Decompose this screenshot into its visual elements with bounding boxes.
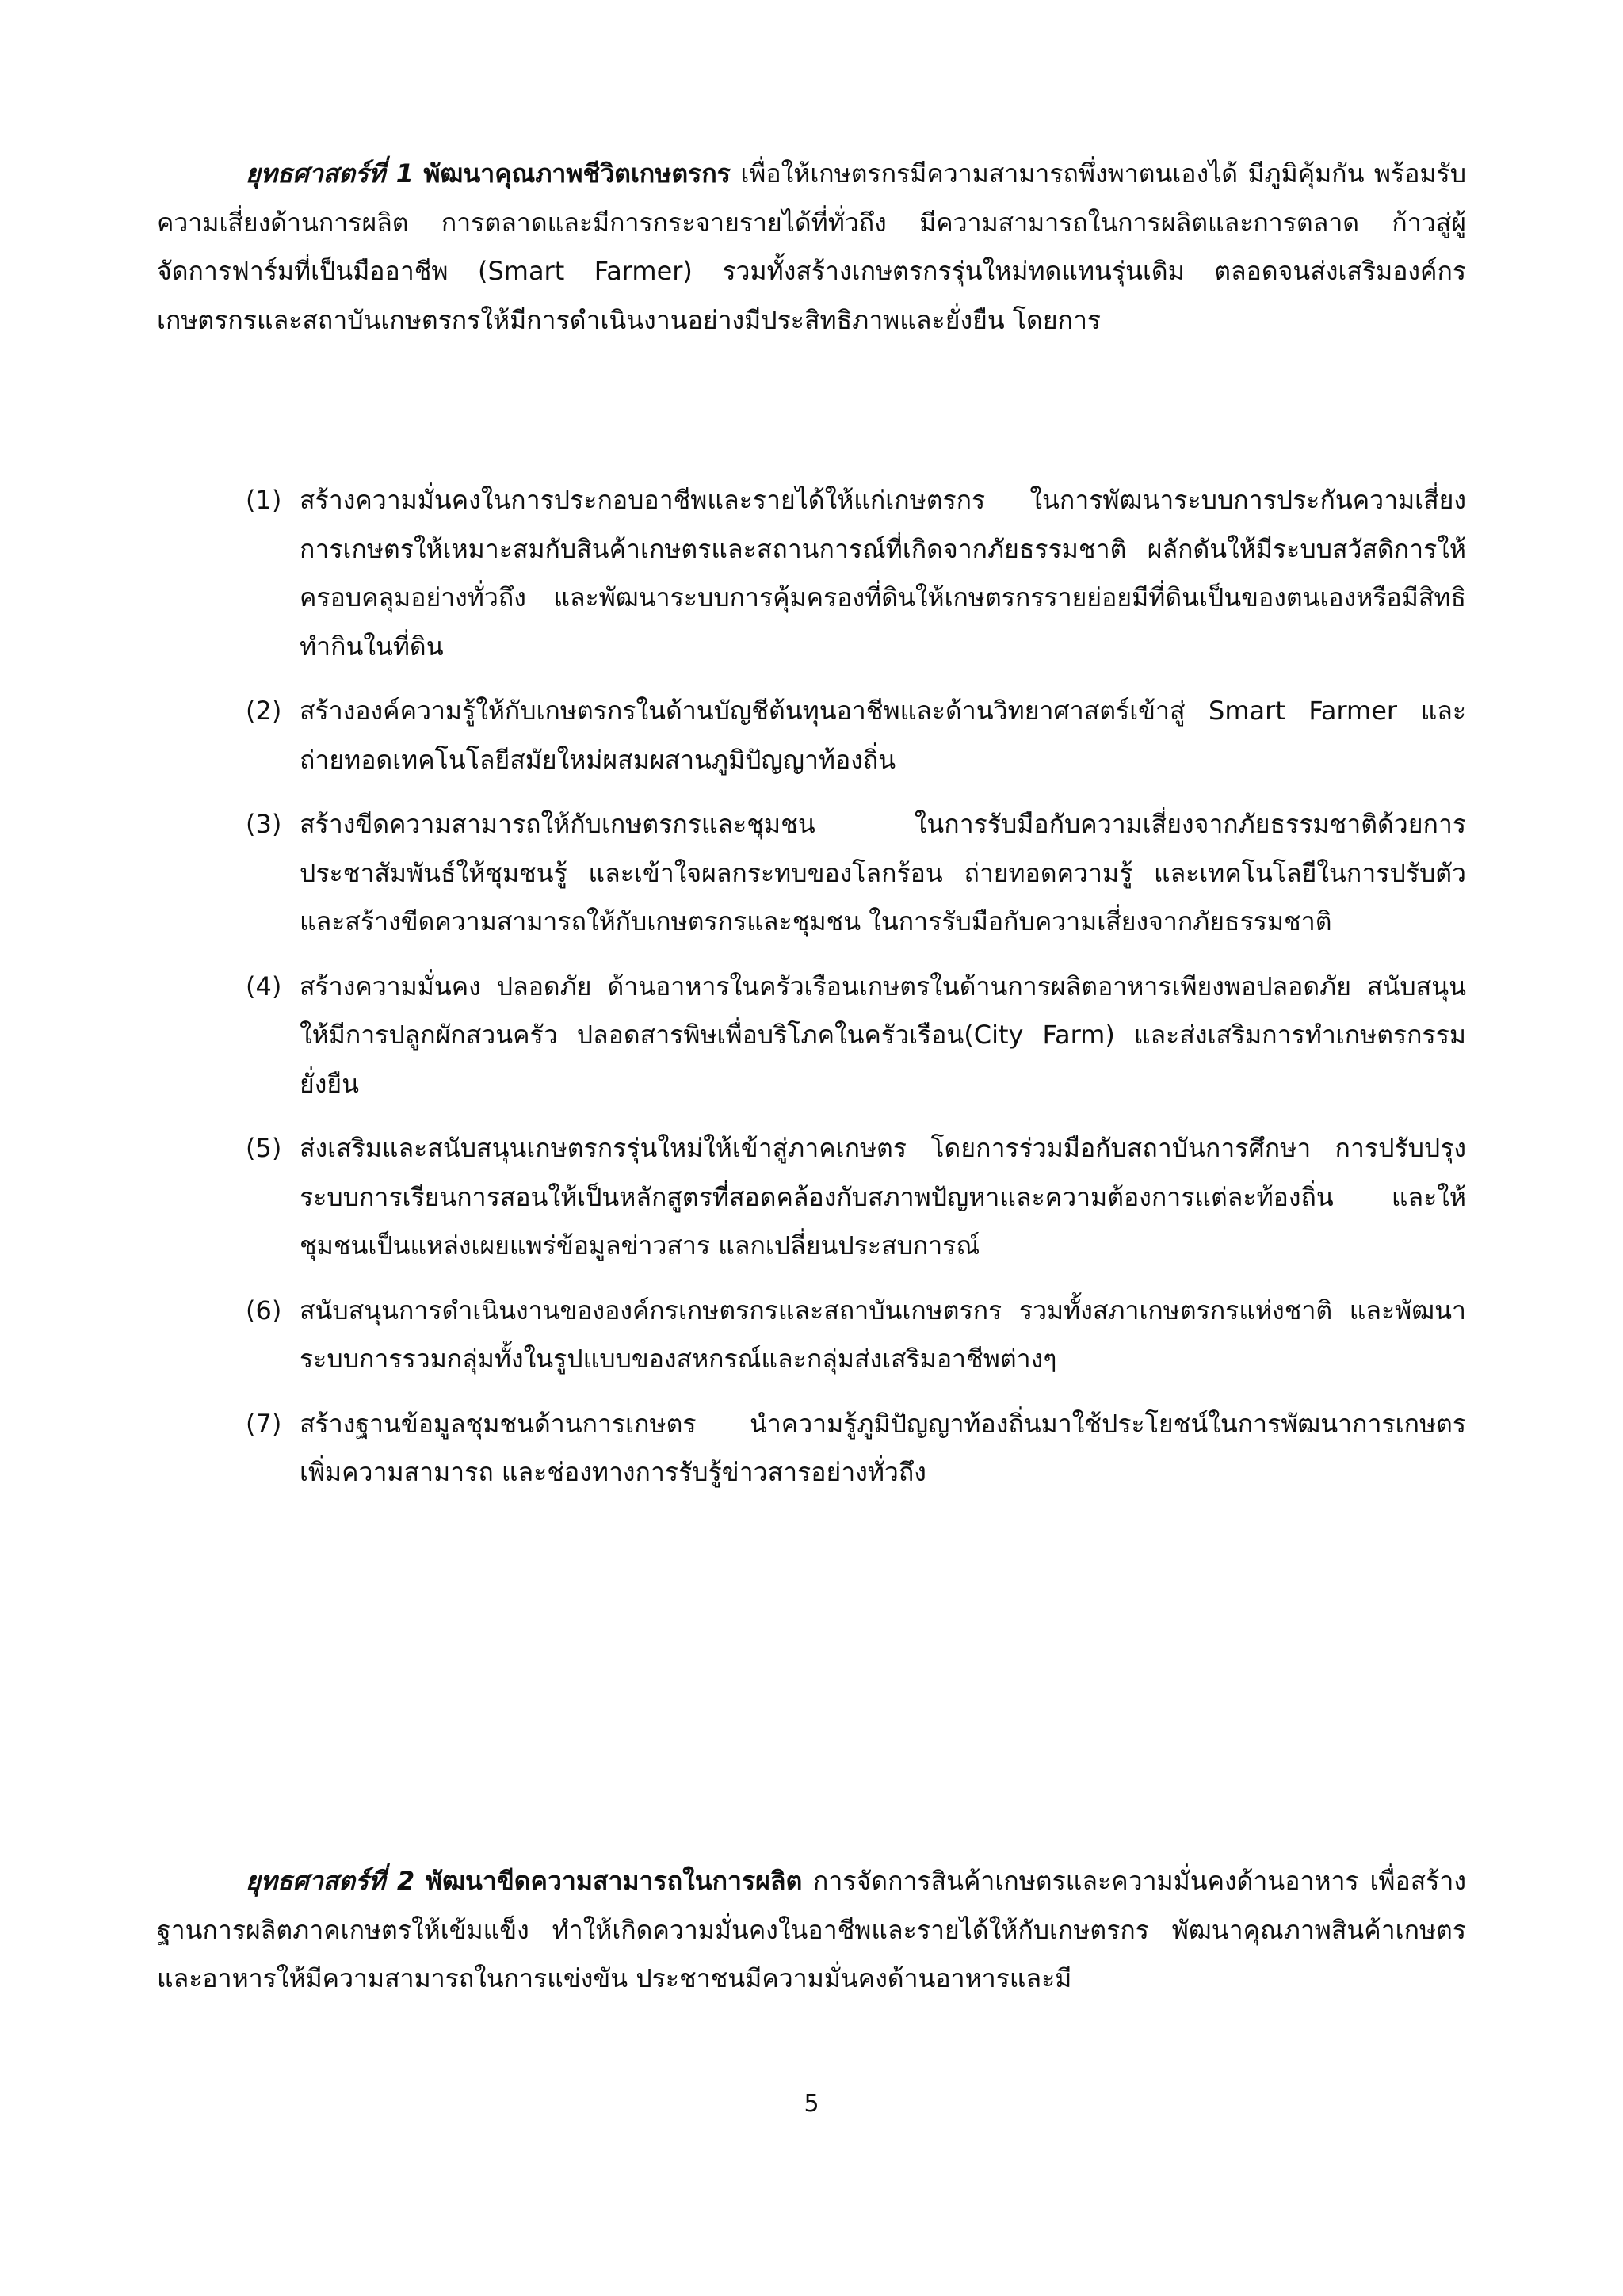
page-number: 5	[804, 2090, 819, 2118]
list-item-number: (2)	[246, 696, 282, 726]
strategy-2-body: การจัดการสินค้าเกษตรและความมั่นคงด้านอาหาร เพื่อสร้างฐานการผลิตภาคเกษตรให้เข้มแข็ง ทำให้เกิดความมั่นคงในอาชีพและรายได้ให้กับเกษตรกร พัฒนาคุณภาพสินค้าเกษตรและอาหารให้มีความสามารถในการแข่งขัน ประชาชนมีความมั่นคงด้านอาหารและมี	[157, 1866, 1467, 1993]
list-item-text: สร้างฐานข้อมูลชุมชนด้านการเกษตร นำความรู้ภูมิปัญญาท้องถิ่นมาใช้ประโยชน์ในการพัฒนาการเกษตร เพิ่มความสามารถ และช่องทางการรับรู้ข่าวสารอย่างทั่วถึง	[300, 1408, 1466, 1487]
list-item-number: (6)	[246, 1295, 282, 1325]
list-item	[246, 1287, 1466, 1384]
list-item	[246, 1124, 1466, 1271]
strategy-2-lead: ยุทธศาสตร์ที่ 2	[246, 1866, 415, 1896]
strategy-1-body: เพื่อให้เกษตรกรมีความสามารถพึ่งพาตนเองได้ มีภูมิคุ้มกัน พร้อมรับความเสี่ยงด้านการผลิต การตลาดและมีการกระจายรายได้ที่ทั่วถึง มีความสามารถในการผลิตและการตลาด ก้าวสู่ผู้จัดการฟาร์มที่เป็นมืออาชีพ (Smart Farmer) รวมทั้งสร้างเกษตรกรรุ่นใหม่ทดแทนรุ่นเดิม ตลอดจนส่งเสริมองค์กรเกษตรกรและสถาบันเกษตรกรให้มีการดำเนินงานอย่างมีประสิทธิภาพและยั่งยืน โดยการ	[157, 158, 1467, 335]
strategy-2-title: พัฒนาขีดความสามารถในการผลิต	[426, 1866, 803, 1896]
strategy-1-paragraph	[157, 150, 1466, 345]
list-item	[246, 963, 1466, 1109]
list-item-number: (1)	[246, 485, 282, 515]
strategy-1-title: พัฒนาคุณภาพชีวิตเกษตรกร	[423, 158, 731, 189]
list-item-text: สนับสนุนการดำเนินงานขององค์กรเกษตรกรและสถาบันเกษตรกร รวมทั้งสภาเกษตรกรแห่งชาติ และพัฒนาระบบการรวมกลุ่มทั้งในรูปแบบของสหกรณ์และกลุ่มส่งเสริมอาชีพต่างๆ	[300, 1295, 1466, 1374]
strategy-1-lead: ยุทธศาสตร์ที่ 1	[246, 158, 414, 189]
list-item	[246, 800, 1466, 947]
list-item-number: (3)	[246, 809, 282, 839]
list-item	[246, 476, 1466, 671]
list-item-text: สร้างขีดความสามารถให้กับเกษตรกรและชุมชน ในการรับมือกับความเสี่ยงจากภัยธรรมชาติด้วยการประชาสัมพันธ์ให้ชุมชนรู้ และเข้าใจผลกระทบของโลกร้อน ถ่ายทอดความรู้ และเทคโนโลยีในการปรับตัว และสร้างขีดความสามารถให้กับเกษตรกรและชุมชน ในการรับมือกับความเสี่ยงจากภัยธรรมชาติ	[300, 809, 1466, 936]
list-item-text: สร้างความมั่นคงในการประกอบอาชีพและรายได้ให้แก่เกษตรกร ในการพัฒนาระบบการประกันความเสี่ยงการเกษตรให้เหมาะสมกับสินค้าเกษตรและสถานการณ์ที่เกิดจากภัยธรรมชาติ ผลักดันให้มีระบบสวัสดิการให้ครอบคลุมอย่างทั่วถึง และพัฒนาระบบการคุ้มครองที่ดินให้เกษตรกรรายย่อยมีที่ดินเป็นของตนเองหรือมีสิทธิทำกินในที่ดิน	[300, 485, 1466, 662]
list-item-text: ส่งเสริมและสนับสนุนเกษตรกรรุ่นใหม่ให้เข้าสู่ภาคเกษตร โดยการร่วมมือกับสถาบันการศึกษา การปรับปรุงระบบการเรียนการสอนให้เป็นหลักสูตรที่สอดคล้องกับสภาพปัญหาและความต้องการแต่ละท้องถิ่น และให้ชุมชนเป็นแหล่งเผยแพร่ข้อมูลข่าวสาร แลกเปลี่ยนประสบการณ์	[300, 1133, 1466, 1261]
strategy-1-item-list	[246, 476, 1466, 1513]
list-item-text: สร้างความมั่นคง ปลอดภัย ด้านอาหารในครัวเรือนเกษตรในด้านการผลิตอาหารเพียงพอปลอดภัย สนับสนุนให้มีการปลูกผักสวนครัว ปลอดสารพิษเพื่อบริโภคในครัวเรือน(City Farm) และส่งเสริมการทำเกษตรกรรมยั่งยืน	[300, 971, 1466, 1099]
list-item	[246, 1400, 1466, 1497]
list-item-text: สร้างองค์ความรู้ให้กับเกษตรกรในด้านบัญชีต้นทุนอาชีพและด้านวิทยาศาสตร์เข้าสู่ Smart Farmer และถ่ายทอดเทคโนโลยีสมัยใหม่ผสมผสานภูมิปัญญาท้องถิ่น	[300, 696, 1466, 775]
list-item-number: (5)	[246, 1133, 282, 1163]
list-item-number: (4)	[246, 971, 282, 1001]
list-item	[246, 687, 1466, 784]
list-item-number: (7)	[246, 1408, 282, 1439]
strategy-2-paragraph	[157, 1857, 1466, 2004]
